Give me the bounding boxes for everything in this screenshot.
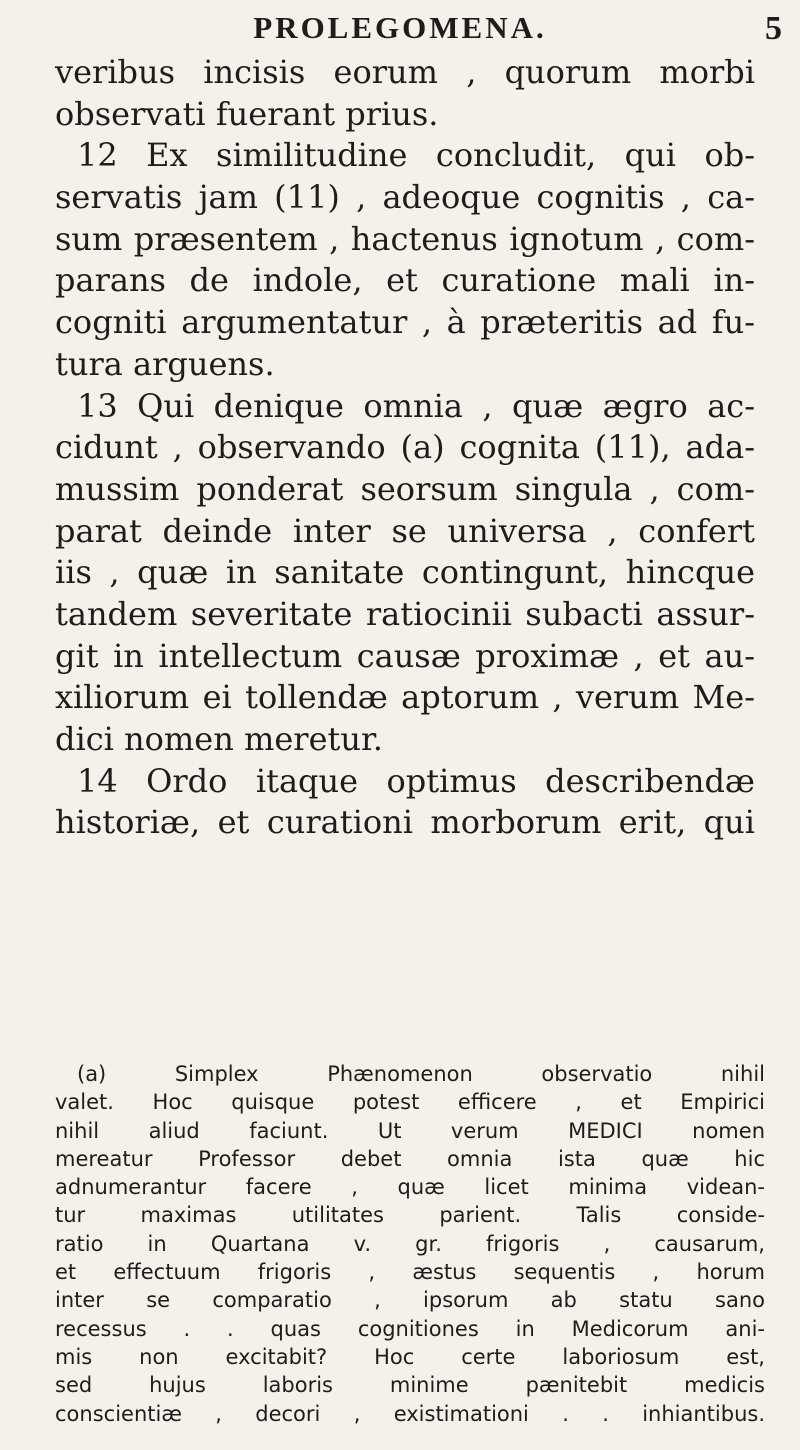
footnote-line: nihil aliud faciunt. Ut verum MEDICI nomen [55, 1118, 765, 1143]
footnote [55, 1060, 765, 1428]
running-head: PROLEGOMENA. [253, 10, 547, 45]
text-line: git in intellectum causæ proximæ , et au- [55, 636, 755, 675]
paragraph-14-start: 14 Ordo itaque optimus describendæ [77, 761, 755, 800]
page-header [0, 6, 800, 54]
footnote-line: adnumerantur facere , quæ licet minima videan- [55, 1175, 765, 1200]
text-line: tandem severitate ratiocinii subacti assur- [55, 594, 755, 633]
text-line: cogniti argumentatur , à præteritis ad fu- [55, 303, 755, 342]
footnote-line: et effectuum frigoris , æstus sequentis , horum [55, 1260, 765, 1285]
text-line: dici nomen meretur. [55, 720, 383, 758]
text-line: historiæ, et curationi morborum erit, qui [55, 803, 755, 842]
footnote-line: ratio in Quartana v. gr. frigoris , causarum, [55, 1231, 765, 1256]
page-number: 5 [765, 10, 782, 47]
footnote-line: inter se comparatio , ipsorum ab statu sano [55, 1288, 765, 1313]
text-line: cidunt , observando (a) cognita (11), ada- [55, 428, 755, 467]
text-line: veribus incisis eorum , quorum morbi [55, 53, 755, 91]
footnote-line: mereatur Professor debet omnia ista quæ hic [55, 1146, 765, 1171]
text-line: xiliorum ei tollendæ aptorum , verum Me- [55, 678, 755, 717]
text-line: sum præsentem , hactenus ignotum , com- [55, 219, 755, 258]
footnote-line: (a) Simplex Phænomenon observatio nihil [77, 1062, 765, 1086]
text-line: observati fuerant prius. [55, 94, 439, 133]
text-line: parans de indole, et curatione mali in- [55, 261, 755, 300]
text-line: servatis jam (11) , adeoque cognitis , ca- [55, 178, 755, 217]
footnote-line: mis non excitabit? Hoc certe laboriosum est, [55, 1344, 765, 1369]
footnote-line: recessus . . quas cognitiones in Medicorum ani- [55, 1316, 765, 1341]
text-line: iis , quæ in sanitate contingunt, hincque [55, 553, 755, 592]
footnote-line: tur maximas utilitates parient. Talis conside- [55, 1203, 765, 1228]
text-line: parat deinde inter se universa , confert [55, 511, 755, 550]
text-line: tura arguens. [55, 344, 275, 383]
footnote-line: valet. Hoc quisque potest efficere , et Empirici [55, 1090, 765, 1115]
text-line: mussim ponderat seorsum singula , com- [55, 469, 755, 508]
main-text [55, 52, 755, 844]
paragraph-13-start: 13 Qui denique omnia , quæ ægro ac- [77, 386, 755, 425]
footnote-line: conscientiæ , decori , existimationi . . inhiantibus. [55, 1401, 765, 1426]
footnote-line: sed hujus laboris minime pænitebit medicis [55, 1373, 765, 1398]
paragraph-12-start: 12 Ex similitudine concludit, qui ob- [77, 136, 755, 175]
